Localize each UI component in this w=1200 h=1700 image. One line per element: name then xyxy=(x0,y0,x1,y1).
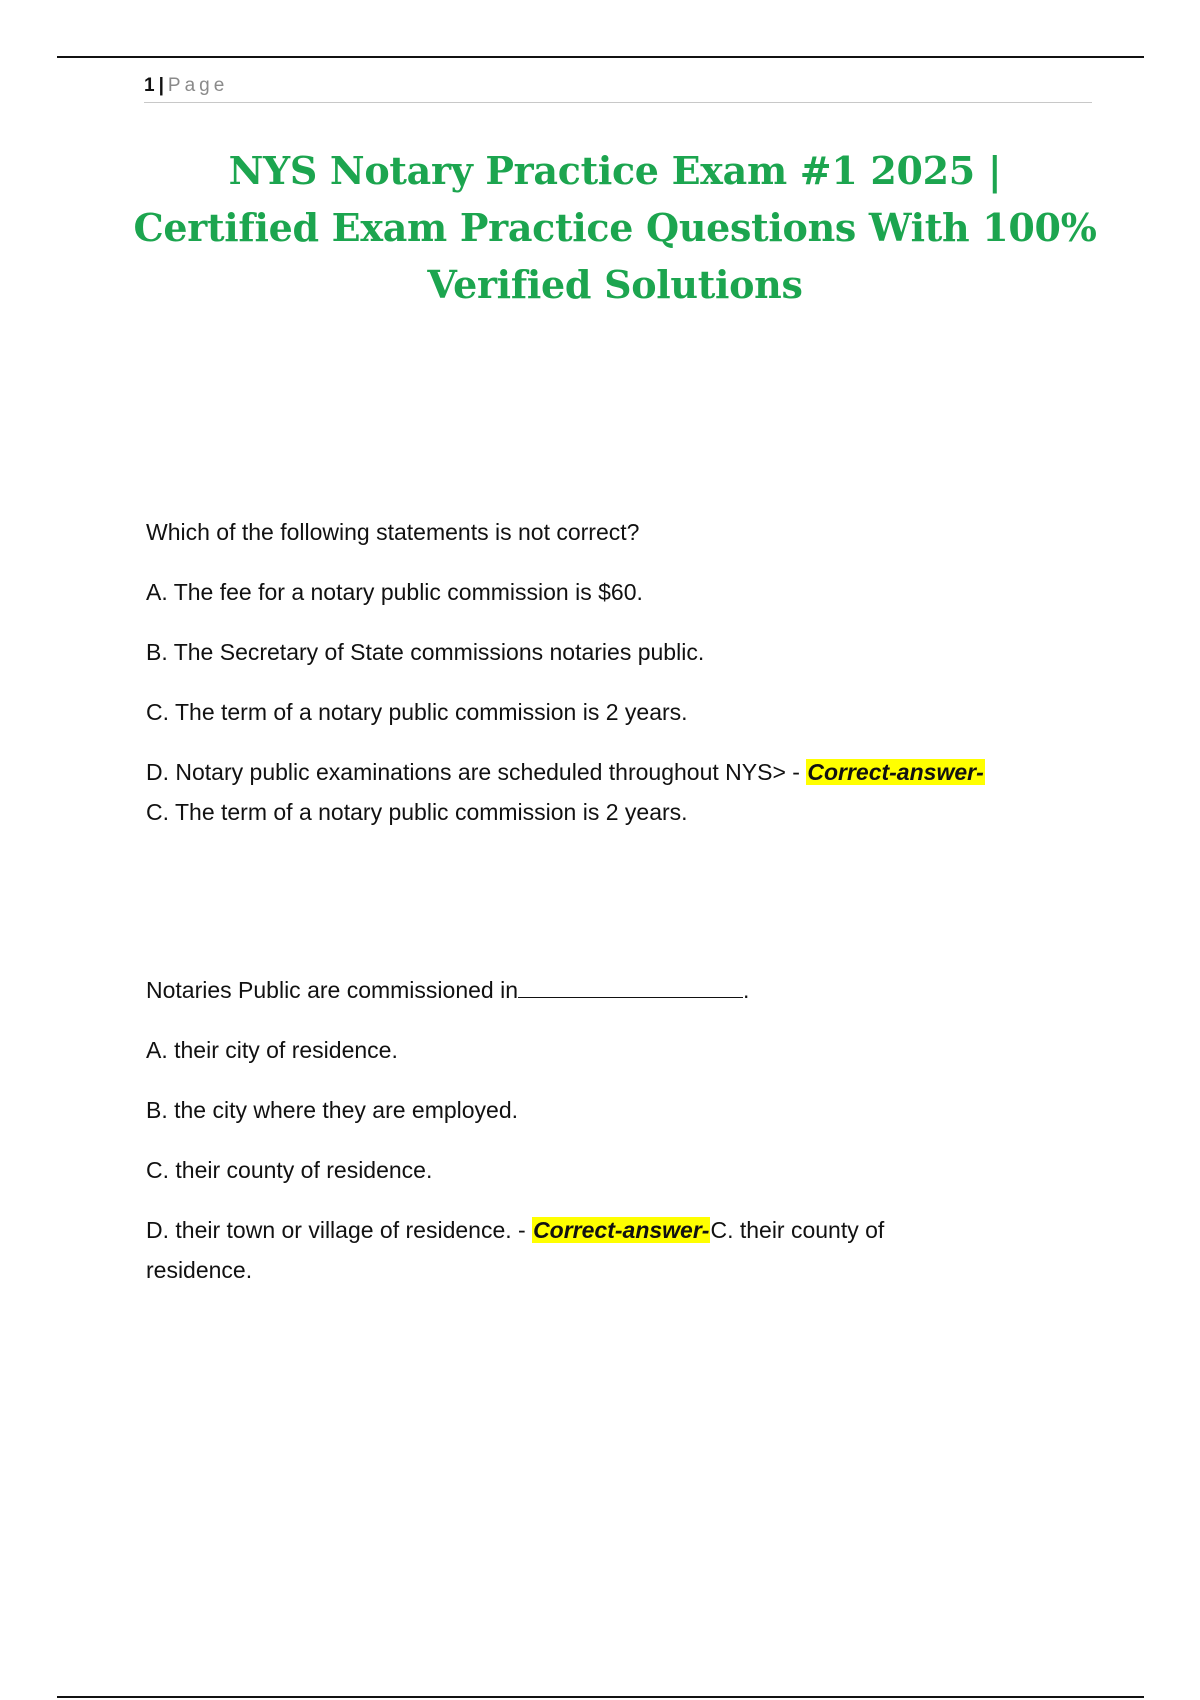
question-1-option-c: C. The term of a notary public commission is 2 years. xyxy=(146,699,688,725)
bottom-rule xyxy=(57,1696,1144,1698)
question-2-prompt-line xyxy=(146,970,1106,1010)
answer-blank xyxy=(518,971,743,998)
question-2-option-c: C. their county of residence. xyxy=(146,1157,433,1183)
document-title: NYS Notary Practice Exam #1 2025 | Certified Exam Practice Questions With 100% Verified Solutions xyxy=(133,148,1097,307)
question-1-option-d-line xyxy=(146,752,1106,792)
question-1-option-d: D. Notary public examinations are scheduled throughout NYS> - xyxy=(146,759,807,785)
question-2-prompt-end: . xyxy=(743,977,750,1003)
question-2-option-d: D. their town or village of residence. - xyxy=(146,1217,533,1243)
question-2-option-d-line xyxy=(146,1210,986,1290)
page-header xyxy=(144,72,1092,103)
page-label: Page xyxy=(167,75,229,96)
top-rule xyxy=(57,56,1144,58)
question-2-prompt: Notaries Public are commissioned in xyxy=(146,977,518,1003)
question-1-correct-answer: C. The term of a notary public commission is 2 years. xyxy=(146,799,688,825)
question-2-correct-answer: C. their county of residence. xyxy=(146,1217,885,1283)
question-1-correct-label: Correct-answer- xyxy=(807,759,984,785)
question-1-option-b: B. The Secretary of State commissions notaries public. xyxy=(146,639,705,665)
question-2-option-a: A. their city of residence. xyxy=(146,1037,398,1063)
page-separator: | xyxy=(158,75,164,96)
question-1 xyxy=(146,512,1106,832)
page-number: 1 xyxy=(144,75,155,96)
question-2-correct-label: Correct-answer- xyxy=(533,1217,710,1243)
question-1-prompt: Which of the following statements is not correct? xyxy=(146,519,640,545)
question-2-option-b: B. the city where they are employed. xyxy=(146,1097,519,1123)
question-2 xyxy=(146,970,1106,1290)
question-1-option-a: A. The fee for a notary public commission is $60. xyxy=(146,579,643,605)
